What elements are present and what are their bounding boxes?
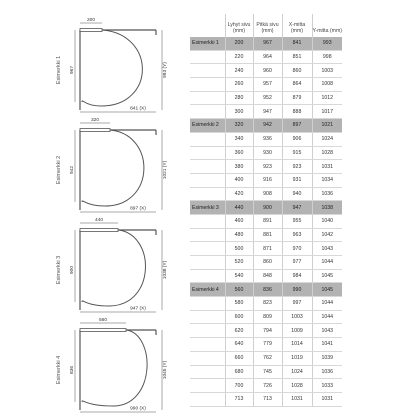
row-example-label: [190, 256, 225, 270]
row-example-label: [190, 105, 225, 119]
cell-x-measure: 1031: [282, 392, 312, 406]
cell-y-measure: 1021: [312, 119, 342, 133]
cell-short-side: 713: [225, 392, 253, 406]
cell-x-measure: 1003: [282, 310, 312, 324]
long-side-value: 967: [70, 65, 75, 75]
cell-x-measure: 997: [282, 297, 312, 311]
row-example-label: [190, 269, 225, 283]
cell-x-measure: 977: [282, 256, 312, 270]
cell-y-measure: 1042: [312, 228, 342, 242]
cell-short-side: 460: [225, 214, 253, 228]
cell-short-side: 420: [225, 187, 253, 201]
row-example-label: Esimerkki 1: [190, 37, 225, 50]
header-long-side: Pitkä sivu (mm): [253, 14, 282, 37]
cell-y-measure: 1024: [312, 132, 342, 146]
y-measure-value: 1045 (Y): [163, 360, 168, 380]
cell-y-measure: 1017: [312, 105, 342, 119]
cell-x-measure: 888: [282, 105, 312, 119]
row-example-label: Esimerkki 4: [190, 283, 225, 297]
cell-y-measure: 1043: [312, 242, 342, 256]
row-example-label: [190, 187, 225, 201]
cell-x-measure: 841: [282, 37, 312, 50]
row-example-label: [190, 242, 225, 256]
cell-x-measure: 897: [282, 119, 312, 133]
header-blank: [190, 14, 225, 37]
table-row: [190, 173, 342, 187]
short-side-value: 440: [94, 218, 104, 223]
table-row: [190, 214, 342, 228]
cell-short-side: 280: [225, 91, 253, 105]
table-row: [190, 37, 342, 50]
cell-long-side: 836: [253, 283, 282, 297]
cell-x-measure: 915: [282, 146, 312, 160]
cell-short-side: 200: [225, 37, 253, 50]
cell-long-side: 964: [253, 50, 282, 64]
cell-short-side: 380: [225, 160, 253, 174]
row-example-label: [190, 50, 225, 64]
row-example-label: [190, 214, 225, 228]
cell-y-measure: 1012: [312, 91, 342, 105]
cell-long-side: 942: [253, 119, 282, 133]
cell-y-measure: 1039: [312, 351, 342, 365]
table-row: [190, 146, 342, 160]
short-side-value: 200: [86, 18, 96, 23]
curved-glass-panel: [82, 30, 142, 106]
y-measure-value: 1038 (Y): [163, 260, 168, 280]
cell-x-measure: 990: [282, 283, 312, 297]
table-row: [190, 187, 342, 201]
cell-short-side: 620: [225, 324, 253, 338]
diagram-example-2: [56, 117, 168, 212]
table-row: [190, 78, 342, 92]
cell-long-side: 916: [253, 173, 282, 187]
x-measure-value: 990 (X): [130, 406, 146, 412]
table-row: [190, 50, 342, 64]
row-example-label: [190, 392, 225, 406]
cell-long-side: 952: [253, 91, 282, 105]
example-label: Esimerkki 3: [56, 255, 62, 285]
cell-y-measure: 998: [312, 50, 342, 64]
cell-long-side: 779: [253, 338, 282, 352]
cell-short-side: 340: [225, 132, 253, 146]
diagram-example-4: [56, 317, 168, 412]
cell-short-side: 240: [225, 64, 253, 78]
cell-x-measure: 1028: [282, 379, 312, 393]
table-row: [190, 201, 342, 215]
cell-long-side: 762: [253, 351, 282, 365]
table-row: [190, 242, 342, 256]
table-header-row: [190, 14, 342, 37]
table-row: [190, 119, 342, 133]
cell-x-measure: 906: [282, 132, 312, 146]
cell-y-measure: 1031: [312, 392, 342, 406]
curved-glass-panel: [82, 230, 145, 306]
row-example-label: Esimerkki 3: [190, 201, 225, 215]
cell-x-measure: 947: [282, 201, 312, 215]
cell-long-side: 871: [253, 242, 282, 256]
cell-short-side: 480: [225, 228, 253, 242]
cell-short-side: 680: [225, 365, 253, 379]
cell-long-side: 967: [253, 37, 282, 50]
long-side-value: 900: [70, 265, 75, 275]
table-row: [190, 365, 342, 379]
cell-long-side: 860: [253, 256, 282, 270]
cell-y-measure: 1003: [312, 64, 342, 78]
cell-x-measure: 1014: [282, 338, 312, 352]
cell-long-side: 726: [253, 379, 282, 393]
long-side-value: 942: [70, 165, 75, 175]
cell-short-side: 300: [225, 105, 253, 119]
table-row: [190, 105, 342, 119]
row-example-label: Esimerkki 2: [190, 119, 225, 133]
cell-y-measure: 1044: [312, 297, 342, 311]
curved-glass-panel: [82, 330, 147, 406]
cell-short-side: 600: [225, 310, 253, 324]
short-side-panel: [80, 29, 102, 32]
table-row: [190, 351, 342, 365]
short-side-panel: [80, 129, 110, 132]
row-example-label: [190, 310, 225, 324]
row-example-label: [190, 160, 225, 174]
row-example-label: [190, 228, 225, 242]
cell-y-measure: 1045: [312, 283, 342, 297]
cell-short-side: 560: [225, 283, 253, 297]
table-row: [190, 379, 342, 393]
cell-short-side: 400: [225, 173, 253, 187]
cell-long-side: 745: [253, 365, 282, 379]
cell-y-measure: 1036: [312, 365, 342, 379]
row-example-label: [190, 146, 225, 160]
row-example-label: [190, 379, 225, 393]
cell-x-measure: 1024: [282, 365, 312, 379]
header-x-measure: X-mitta (mm): [282, 14, 312, 37]
table-row: [190, 338, 342, 352]
row-example-label: [190, 324, 225, 338]
row-example-label: [190, 91, 225, 105]
cell-x-measure: 879: [282, 91, 312, 105]
cell-y-measure: 1008: [312, 78, 342, 92]
cell-x-measure: 864: [282, 78, 312, 92]
short-side-panel: [80, 229, 118, 232]
cell-long-side: 960: [253, 64, 282, 78]
cell-x-measure: 1019: [282, 351, 312, 365]
cell-y-measure: 1043: [312, 324, 342, 338]
short-side-value: 560: [98, 318, 108, 323]
table-row: [190, 228, 342, 242]
x-measure-value: 947 (X): [130, 306, 146, 312]
diagram-example-3: [56, 217, 168, 312]
cell-y-measure: 1041: [312, 338, 342, 352]
row-example-label: [190, 132, 225, 146]
row-example-label: [190, 338, 225, 352]
cell-short-side: 640: [225, 338, 253, 352]
cell-y-measure: 1044: [312, 256, 342, 270]
cell-y-measure: 1034: [312, 173, 342, 187]
table-row: [190, 283, 342, 297]
short-side-value: 320: [90, 118, 100, 123]
example-label: Esimerkki 2: [56, 155, 62, 185]
y-measure-value: 993 (Y): [163, 62, 168, 78]
cell-short-side: 360: [225, 146, 253, 160]
table-row: [190, 297, 342, 311]
row-example-label: [190, 78, 225, 92]
header-y-measure: Y-mitta (mm): [312, 14, 342, 37]
cell-x-measure: 923: [282, 160, 312, 174]
table-row: [190, 324, 342, 338]
cell-long-side: 900: [253, 201, 282, 215]
cell-long-side: 930: [253, 146, 282, 160]
cell-long-side: 881: [253, 228, 282, 242]
curved-glass-panel: [82, 130, 144, 206]
row-example-label: [190, 64, 225, 78]
cell-long-side: 823: [253, 297, 282, 311]
table-row: [190, 310, 342, 324]
table-row: [190, 392, 342, 406]
dimension-table: [190, 14, 342, 407]
cell-short-side: 260: [225, 78, 253, 92]
cell-x-measure: 851: [282, 50, 312, 64]
cell-short-side: 580: [225, 297, 253, 311]
cell-y-measure: 1028: [312, 146, 342, 160]
cell-long-side: 848: [253, 269, 282, 283]
table-row: [190, 91, 342, 105]
cell-y-measure: 1036: [312, 187, 342, 201]
cell-long-side: 794: [253, 324, 282, 338]
cell-x-measure: 984: [282, 269, 312, 283]
long-side-value: 836: [70, 365, 75, 375]
table-row: [190, 160, 342, 174]
cell-y-measure: 1038: [312, 201, 342, 215]
cell-long-side: 809: [253, 310, 282, 324]
row-example-label: [190, 173, 225, 187]
cell-long-side: 923: [253, 160, 282, 174]
cell-x-measure: 1009: [282, 324, 312, 338]
x-measure-value: 841 (X): [130, 106, 146, 112]
cell-short-side: 440: [225, 201, 253, 215]
table-row: [190, 269, 342, 283]
example-label: Esimerkki 4: [56, 355, 62, 385]
example-label: Esimerkki 1: [56, 55, 62, 85]
x-measure-value: 897 (X): [130, 206, 146, 212]
cell-short-side: 540: [225, 269, 253, 283]
cell-y-measure: 993: [312, 37, 342, 50]
cell-short-side: 700: [225, 379, 253, 393]
row-example-label: [190, 365, 225, 379]
cell-y-measure: 1045: [312, 269, 342, 283]
cell-short-side: 320: [225, 119, 253, 133]
short-side-panel: [80, 329, 126, 332]
cell-short-side: 520: [225, 256, 253, 270]
table-row: [190, 256, 342, 270]
cell-y-measure: 1033: [312, 379, 342, 393]
cell-short-side: 500: [225, 242, 253, 256]
cell-x-measure: 931: [282, 173, 312, 187]
cell-x-measure: 970: [282, 242, 312, 256]
cell-short-side: 220: [225, 50, 253, 64]
cell-y-measure: 1040: [312, 214, 342, 228]
cell-long-side: 957: [253, 78, 282, 92]
cell-long-side: 908: [253, 187, 282, 201]
cell-long-side: 947: [253, 105, 282, 119]
cell-x-measure: 955: [282, 214, 312, 228]
table-row: [190, 132, 342, 146]
cell-long-side: 891: [253, 214, 282, 228]
table-row: [190, 64, 342, 78]
cell-long-side: 936: [253, 132, 282, 146]
door-diagrams: [0, 0, 175, 414]
row-example-label: [190, 351, 225, 365]
cell-x-measure: 860: [282, 64, 312, 78]
diagram-example-1: [56, 17, 168, 112]
cell-x-measure: 940: [282, 187, 312, 201]
cell-x-measure: 963: [282, 228, 312, 242]
cell-y-measure: 1031: [312, 160, 342, 174]
header-short-side: Lyhyt sivu (mm): [225, 14, 253, 37]
cell-short-side: 660: [225, 351, 253, 365]
y-measure-value: 1021 (Y): [163, 160, 168, 180]
row-example-label: [190, 297, 225, 311]
cell-long-side: 713: [253, 392, 282, 406]
cell-y-measure: 1044: [312, 310, 342, 324]
